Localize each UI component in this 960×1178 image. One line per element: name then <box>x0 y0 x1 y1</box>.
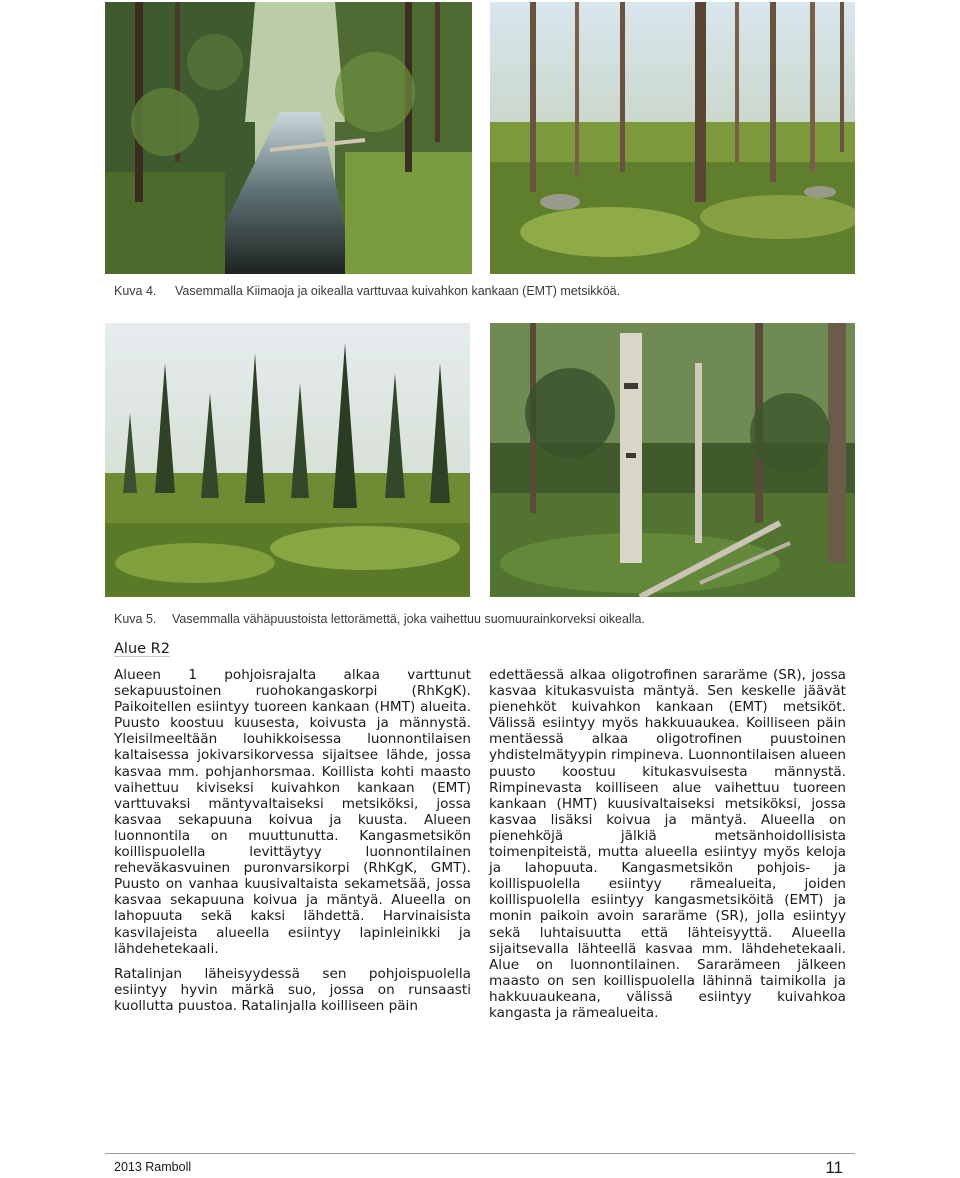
figure-5-text: Vasemmalla vähäpuustoista lettorämettä, joka vaihettuu suomuurainkorveksi oikealla. <box>172 612 645 626</box>
footer-divider <box>105 1153 855 1154</box>
figure-4-text: Vasemmalla Kiimaoja ja oikealla varttuvaa kuivahkon kankaan (EMT) metsikköä. <box>175 284 621 298</box>
figure-4-caption <box>114 284 620 298</box>
figure-5-caption <box>114 612 645 626</box>
photo-emt-forest <box>490 2 855 274</box>
text-column-left <box>114 667 471 1014</box>
photo-suomuurainkorpi <box>490 323 855 597</box>
page-number: 11 <box>825 1158 843 1177</box>
left-paragraph-1: Alueen 1 pohjoisrajalta alkaa varttunut sekapuustoinen ruohokangaskorpi (RhKgK). Paikoitellen esiintyy tuoreen kankaan (HMT) alueita. Puusto koostuu kuusesta, koivusta ja männystä. Yleisilmeeltään louhikkoisessa luonnontilaisen kaltaisessa jokivarsikorvessa sijaitsee lähde, jossa kasvaa mm. pohjanhorsmaa. Koillista kohti maasto vaihettuu kiviseksi kuivahkon kankaan (EMT) varttuvaksi mäntyvaltaiseksi metsiköksi, jossa kasvaa sekapuuna koivua ja kuusta. Alueen luonnontila on muuttunutta. Kangasmetsikön koillispuolella levittäytyy luonnontilainen reheväkasvuinen puronvarsikorpi (RhKgK, GMT). Puusto on vanhaa kuusivaltaista sekametsää, jossa kasvaa sekapuuna koivua ja mäntyä. Alueella on lahopuuta sekä kaksi lähdettä. Harvinaisista kasvilajeista alueella esiintyy lapinleinikki ja lähdehetekaali. <box>114 667 471 957</box>
text-column-right <box>489 667 846 1021</box>
section-heading: Alue R2 <box>114 641 170 657</box>
right-paragraph-1: edettäessä alkaa oligotrofinen sararäme (SR), jossa kasvaa kitukasvuista mäntyä. Sen keskelle jäävät pienehköt kuivahkon kankaan (EMT) metsiköt. Välissä esiintyy myös hakkuuaukea. Koilliseen päin mentäessä alkaa oligotrofinen puustoinen yhdistelmätyypin rimpineva. Luonnontilaisen alueen puusto koostuu kitukasvuisesta männystä. Rimpinevasta koilliseen alue vaihettuu tuoreen kankaan (HMT) kuusivaltaiseksi metsiköksi, jossa kasvaa lisäksi koivua ja mäntyä. Alueella on pienehköjä jälkiä metsänhoidollisista toimenpiteistä, mutta alueella esiintyy myös keloja ja lahopuuta. Kangasmetsikön pohjois- ja koillispuolella esiintyy rämealueita, joiden koillispuolella esiintyy kangasmetsiköitä (EMT) ja monin paikoin avoin sararäme (SR), jolla esiintyy sekä luhtaisuutta että lähteisyyttä. Alueella sijaitsevalla lähteellä kasvaa mm. lähdehetekaali. Alue on luonnontilainen. Sararämeen jälkeen maasto on sen koillispuolella lähinnä taimikolla ja hakkuuaukeana, välissä esiintyy kuivahkoa kangasta ja rämealueita. <box>489 667 846 1021</box>
figure-5-number: Kuva 5. <box>114 612 157 626</box>
photo-lettorame <box>105 323 470 597</box>
photo-kiimaoja-stream <box>105 2 472 274</box>
footer-copyright: 2013 Ramboll <box>114 1160 192 1174</box>
left-paragraph-2: Ratalinjan läheisyydessä sen pohjoispuolella esiintyy hyvin märkä suo, jossa on runsaasti kuollutta puustoa. Ratalinjalla koilliseen päin <box>114 965 471 1014</box>
figure-4-number: Kuva 4. <box>114 284 157 298</box>
